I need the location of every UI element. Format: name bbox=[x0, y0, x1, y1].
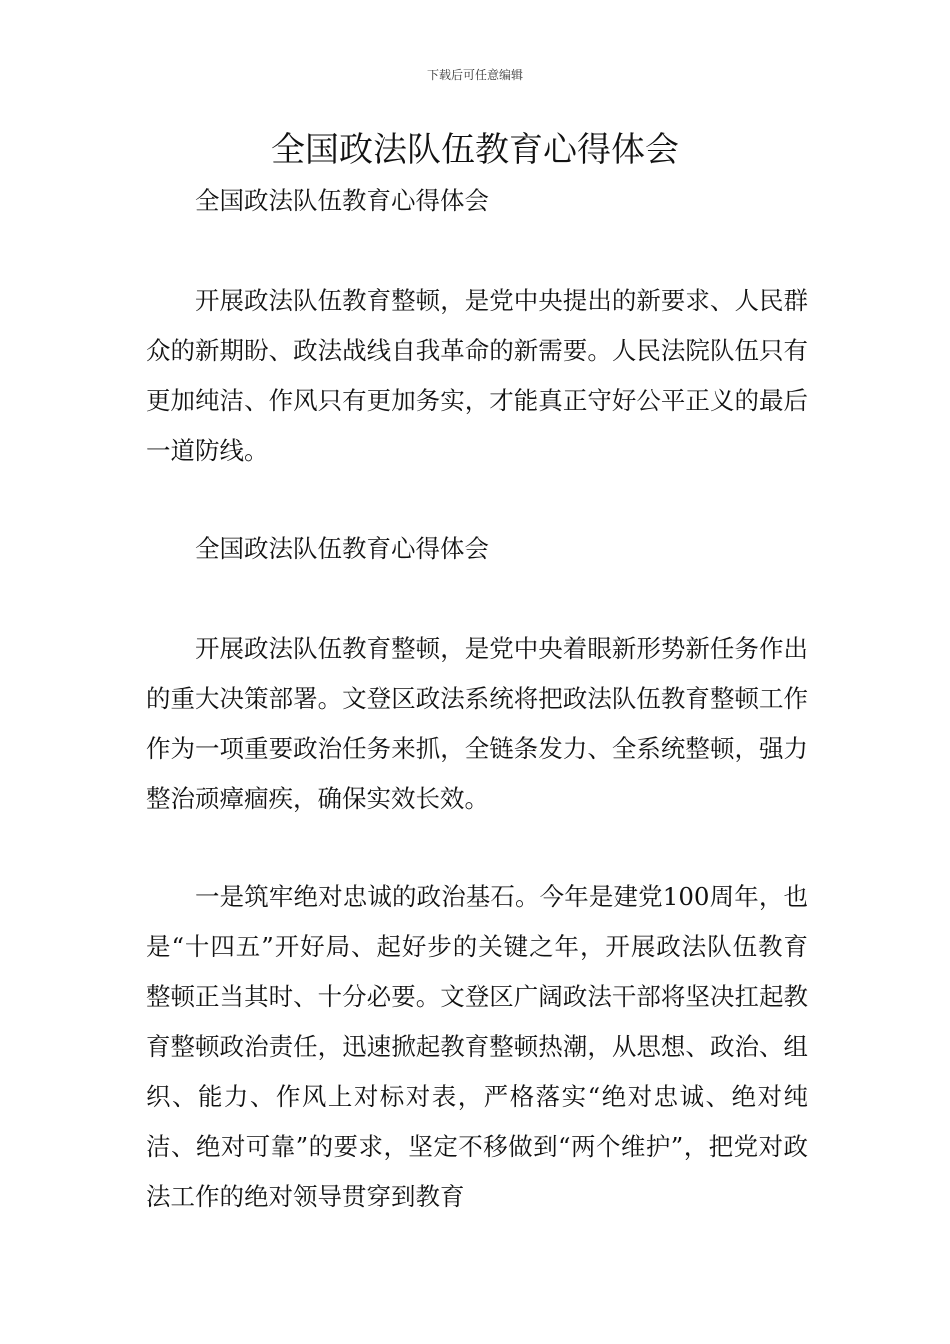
body-paragraph-3: 一是筑牢绝对忠诚的政治基石。今年是建党100周年，也是“十四五”开好局、起好步的关键之年，开展政法队伍教育整顿正当其时、十分必要。文登区广阔政法干部将坚决扛起教育整顿政治责任，迅速掀起教育整顿热潮，从思想、政治、组织、能力、作风上对标对表，严格落实“绝对忠诚、绝对纯洁、绝对可靠”的要求，坚定不移做到“两个维护”，把党对政法工作的绝对领导贯穿到教育 bbox=[146, 882, 808, 1211]
header-note: 下载后可任意编辑 bbox=[426, 68, 523, 82]
body-paragraph-2: 开展政法队伍教育整顿，是党中央着眼新形势新任务作出的重大决策部署。文登区政法系统将把政法队伍教育整顿工作作为一项重要政治任务来抓，全链条发力、全系统整顿，强力整治顽瘴痼疾，确保实效长效。 bbox=[146, 634, 808, 813]
body-paragraph-1: 开展政法队伍教育整顿，是党中央提出的新要求、人民群众的新期盼、政法战线自我革命的新需要。人民法院队伍只有更加纯洁、作风只有更加务实，才能真正守好公平正义的最后一道防线。 bbox=[146, 286, 808, 465]
document-title: 全国政法队伍教育心得体会 bbox=[271, 130, 679, 170]
subtitle-paragraph-1: 全国政法队伍教育心得体会 bbox=[195, 186, 489, 215]
subtitle-paragraph-2: 全国政法队伍教育心得体会 bbox=[195, 534, 489, 563]
